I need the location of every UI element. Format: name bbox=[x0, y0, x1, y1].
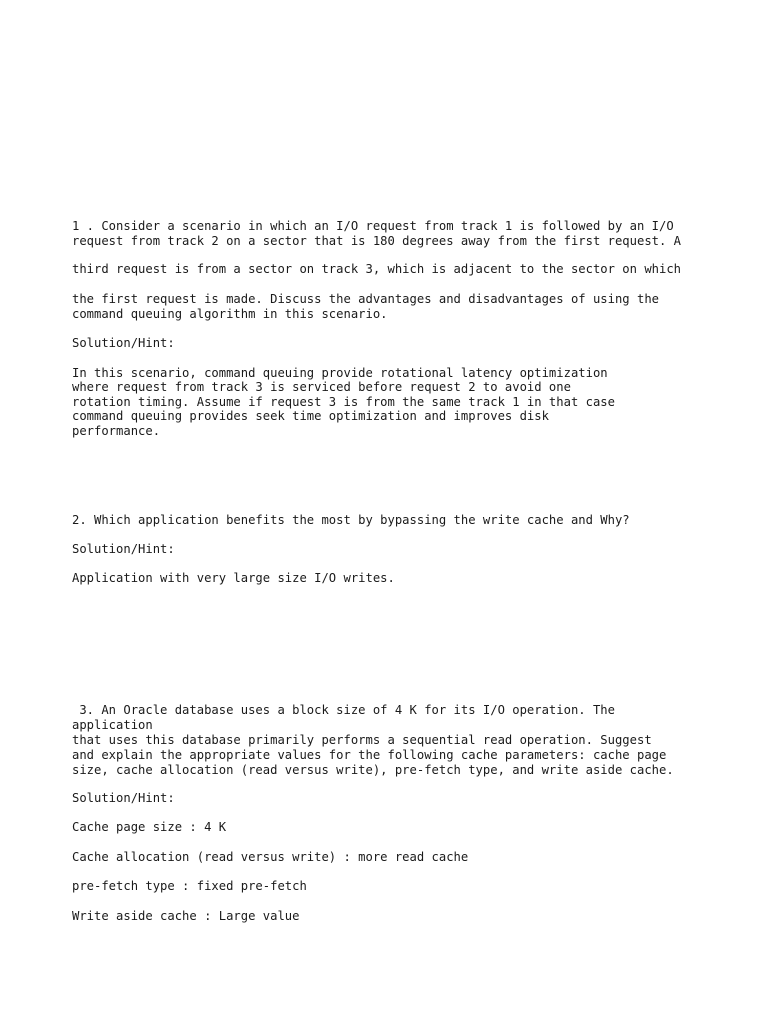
q1-question-line: the first request is made. Discuss the advantages and disadvantages of using the bbox=[72, 292, 659, 306]
q1-hint-label: Solution/Hint: bbox=[72, 336, 175, 350]
q1-question-line: 1 . Consider a scenario in which an I/O request from track 1 is followed by an I/O bbox=[72, 219, 674, 233]
q1-question-line: request from track 2 on a sector that is 180 degrees away from the first request. A bbox=[72, 234, 682, 248]
q3-answer-cache-allocation: Cache allocation (read versus write) : more read cache bbox=[72, 850, 469, 864]
q3-answer-write-aside-cache: Write aside cache : Large value bbox=[72, 909, 300, 923]
q3-question-line: and explain the appropriate values for the following cache parameters: cache page bbox=[72, 748, 667, 762]
q3-question-line: application bbox=[72, 718, 153, 732]
q1-answer-line: rotation timing. Assume if request 3 is from the same track 1 in that case bbox=[72, 395, 615, 409]
q2-answer: Application with very large size I/O writes. bbox=[72, 571, 395, 585]
q1-answer-line: performance. bbox=[72, 424, 161, 438]
q3-question-line: that uses this database primarily performs a sequential read operation. Suggest bbox=[72, 733, 652, 747]
q1-answer-line: where request from track 3 is serviced before request 2 to avoid one bbox=[72, 380, 571, 394]
q2-hint-label: Solution/Hint: bbox=[72, 542, 175, 556]
q3-answer-prefetch-type: pre-fetch type : fixed pre-fetch bbox=[72, 879, 307, 893]
q3-question-line: 3. An Oracle database uses a block size of 4 K for its I/O operation. The bbox=[72, 703, 615, 717]
q3-answer-cache-page-size: Cache page size : 4 K bbox=[72, 820, 227, 834]
q1-answer-line: In this scenario, command queuing provide rotational latency optimization bbox=[72, 366, 608, 380]
q1-question-line: command queuing algorithm in this scenario. bbox=[72, 307, 388, 321]
q3-question-line: size, cache allocation (read versus write), pre-fetch type, and write aside cache. bbox=[72, 763, 674, 777]
q1-answer-line: command queuing provides seek time optimization and improves disk bbox=[72, 409, 549, 423]
q2-question: 2. Which application benefits the most by bypassing the write cache and Why? bbox=[72, 513, 630, 527]
q3-hint-label: Solution/Hint: bbox=[72, 791, 175, 805]
q1-question-line: third request is from a sector on track 3, which is adjacent to the sector on which bbox=[72, 262, 682, 276]
